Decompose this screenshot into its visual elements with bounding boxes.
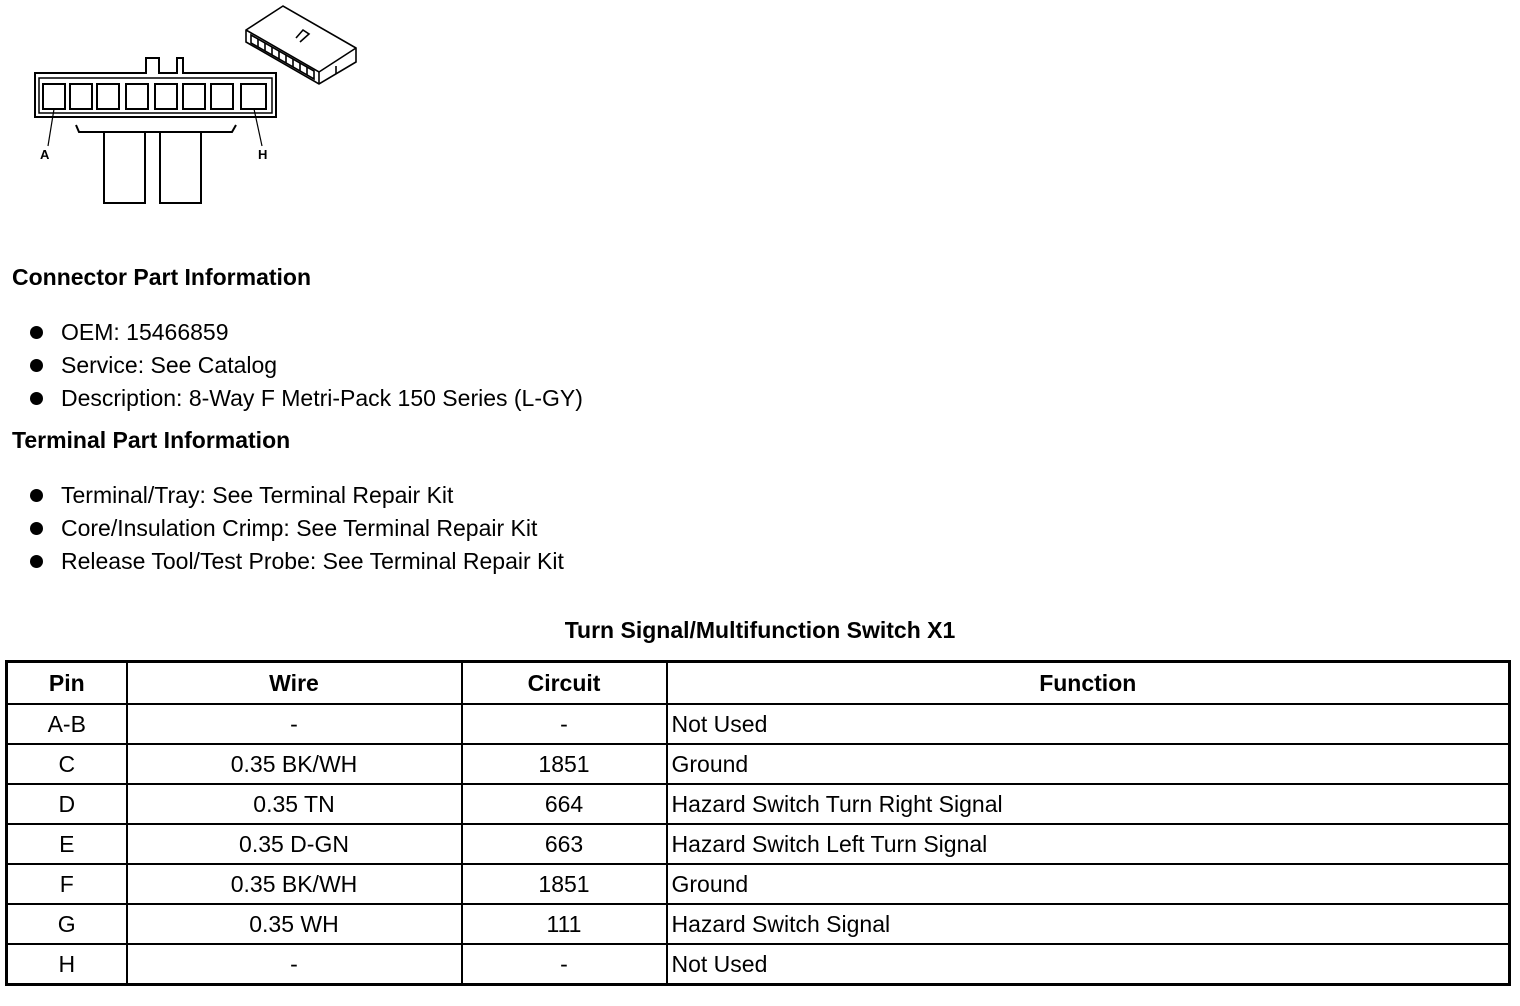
table-row bbox=[7, 704, 1510, 744]
terminal-part-heading: Terminal Part Information bbox=[12, 427, 291, 453]
cell-pin: G bbox=[7, 904, 127, 944]
table-row bbox=[7, 864, 1510, 904]
pin-label-a: A bbox=[40, 147, 50, 162]
table-row bbox=[7, 824, 1510, 864]
cell-circuit: 1851 bbox=[462, 744, 667, 784]
cell-circuit: - bbox=[462, 704, 667, 744]
cell-pin: E bbox=[7, 824, 127, 864]
terminal-part-list bbox=[28, 479, 564, 578]
list-item: Core/Insulation Crimp: See Terminal Repair Kit bbox=[28, 512, 564, 545]
list-item: Description: 8-Way F Metri-Pack 150 Series (L-GY) bbox=[28, 382, 583, 415]
cell-pin: A-B bbox=[7, 704, 127, 744]
cell-function: Ground bbox=[667, 744, 1510, 784]
connector-part-heading: Connector Part Information bbox=[12, 264, 312, 290]
cell-pin: F bbox=[7, 864, 127, 904]
header-pin: Pin bbox=[7, 662, 127, 705]
cell-function: Hazard Switch Turn Right Signal bbox=[667, 784, 1510, 824]
cell-wire: - bbox=[127, 944, 462, 985]
connector-part-list bbox=[28, 316, 583, 415]
cell-wire: 0.35 BK/WH bbox=[127, 744, 462, 784]
cell-function: Hazard Switch Left Turn Signal bbox=[667, 824, 1510, 864]
list-item: OEM: 15466859 bbox=[28, 316, 583, 349]
cell-wire: 0.35 BK/WH bbox=[127, 864, 462, 904]
cell-function: Not Used bbox=[667, 704, 1510, 744]
cell-circuit: 1851 bbox=[462, 864, 667, 904]
cell-circuit: 663 bbox=[462, 824, 667, 864]
pin-cavities bbox=[43, 84, 266, 109]
cell-function: Hazard Switch Signal bbox=[667, 904, 1510, 944]
table-row bbox=[7, 944, 1510, 985]
table-row bbox=[7, 744, 1510, 784]
cell-pin: C bbox=[7, 744, 127, 784]
table-row bbox=[7, 904, 1510, 944]
cell-wire: - bbox=[127, 704, 462, 744]
cell-circuit: 111 bbox=[462, 904, 667, 944]
header-function: Function bbox=[667, 662, 1510, 705]
list-item: Terminal/Tray: See Terminal Repair Kit bbox=[28, 479, 564, 512]
list-item: Release Tool/Test Probe: See Terminal Repair Kit bbox=[28, 545, 564, 578]
cell-pin: H bbox=[7, 944, 127, 985]
cell-pin: D bbox=[7, 784, 127, 824]
header-circuit: Circuit bbox=[462, 662, 667, 705]
cell-wire: 0.35 D-GN bbox=[127, 824, 462, 864]
header-wire: Wire bbox=[127, 662, 462, 705]
list-item: Service: See Catalog bbox=[28, 349, 583, 382]
cell-function: Not Used bbox=[667, 944, 1510, 985]
table-header-row bbox=[7, 662, 1510, 705]
pin-label-h: H bbox=[258, 147, 268, 162]
connector-diagram bbox=[0, 0, 380, 215]
cell-circuit: 664 bbox=[462, 784, 667, 824]
cell-function: Ground bbox=[667, 864, 1510, 904]
pin-table bbox=[5, 660, 1511, 986]
cell-wire: 0.35 WH bbox=[127, 904, 462, 944]
cell-circuit: - bbox=[462, 944, 667, 985]
table-title: Turn Signal/Multifunction Switch X1 bbox=[564, 617, 956, 643]
cell-wire: 0.35 TN bbox=[127, 784, 462, 824]
table-row bbox=[7, 784, 1510, 824]
